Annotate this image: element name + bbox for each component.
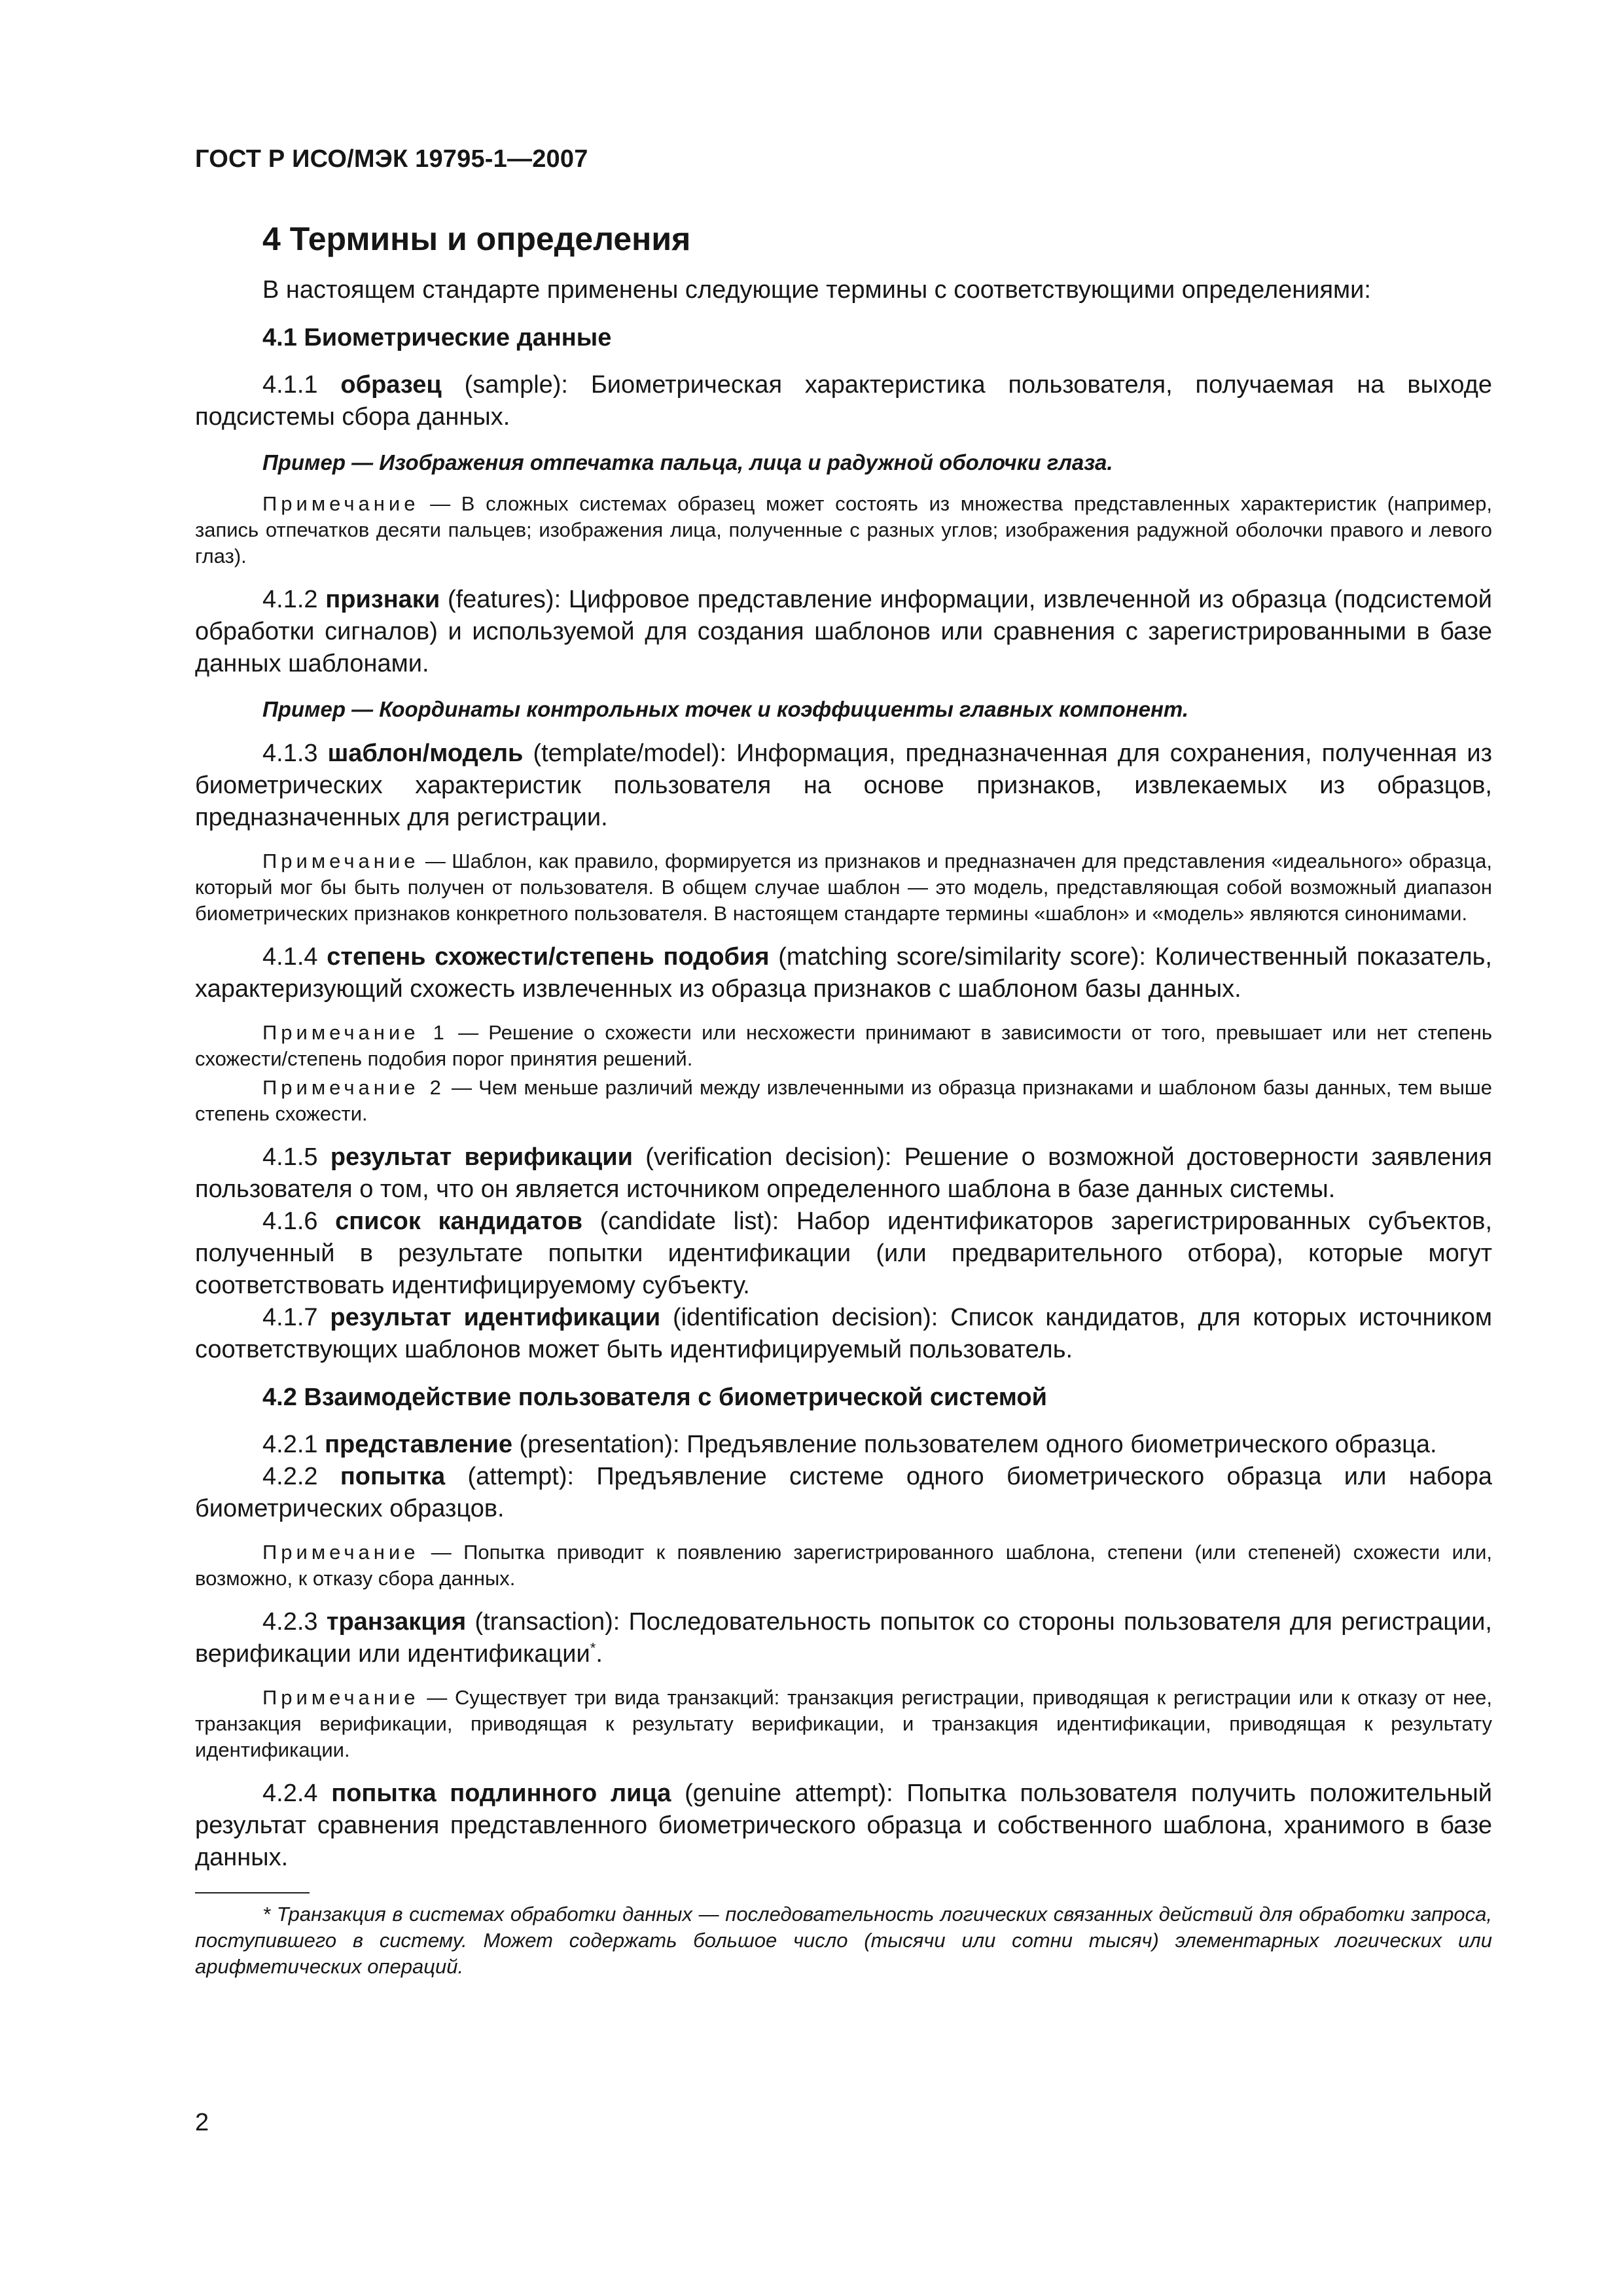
term-4-1-3 [195, 738, 1492, 834]
term-name: список кандидатов [335, 1208, 583, 1235]
term-number: 4.1.4 [262, 943, 327, 971]
standard-header: ГОСТ Р ИСО/МЭК 19795-1—2007 [195, 145, 588, 173]
note-4-1-3 [195, 848, 1492, 927]
note-4-1-1 [195, 491, 1492, 569]
footnote [195, 1901, 1492, 1980]
term-number: 4.1.6 [262, 1208, 336, 1235]
term-4-1-5 [195, 1141, 1492, 1206]
footnote-divider [195, 1892, 310, 1893]
example-1: Пример — Изображения отпечатка пальца, лица и радужной оболочки глаза. [262, 450, 1113, 475]
note-label: Примечание 2 [262, 1076, 445, 1099]
term-definition: (presentation): Предъявление пользователем одного биометрического образца. [512, 1431, 1437, 1458]
term-definition: (sample): Биометрическая характеристика пользователя, получаемая на выходе подсистемы сбора данных. [195, 371, 1493, 431]
note-4-2-3 [195, 1685, 1492, 1763]
page-number: 2 [195, 2109, 209, 2136]
term-number: 4.1.7 [262, 1304, 330, 1331]
term-number: 4.1.5 [262, 1143, 330, 1171]
term-4-1-7 [195, 1302, 1492, 1366]
section-heading: 4 Термины и определения [262, 221, 691, 257]
term-number: 4.2.2 [262, 1463, 340, 1490]
note-text: — Решение о схожести или несхожести принимают в зависимости от того, превышает или нет степень схожести/степень подобия порог принятия решений. [195, 1021, 1492, 1070]
term-4-1-4 [195, 941, 1492, 1005]
note-text: — Чем меньше различий между извлеченными из образца признаками и шаблоном базы данных, тем выше степень схожести. [195, 1076, 1492, 1125]
term-4-2-3 [195, 1606, 1492, 1670]
term-name: попытка [340, 1463, 446, 1490]
term-name: результат верификации [330, 1143, 633, 1171]
term-number: 4.1.1 [262, 371, 341, 399]
term-name: попытка подлинного лица [331, 1780, 671, 1807]
term-end-punctuation: . [596, 1640, 603, 1668]
note-label: Примечание [262, 492, 419, 515]
term-4-2-1 [195, 1429, 1492, 1461]
note-text: — В сложных системах образец может состоять из множества представленных характеристик (например, запись отпечатков десяти пальцев; изображения лица, полученные с разных углов; изображения радужной оболочки правого и левого глаз). [195, 492, 1492, 567]
term-name: шаблон/модель [327, 740, 524, 767]
note-text: — Шаблон, как правило, формируется из признаков и предназначен для представления «идеального» образца, который мог бы быть получен от пользователя. В общем случае шаблон — это модель, представляющая собой возможный диапазон биометрических признаков конкретного пользователя. В настоящем стандарте термины «шаблон» и «модель» являются синонимами. [195, 850, 1492, 925]
term-4-2-2 [195, 1461, 1492, 1525]
term-definition: (attempt): Предъявление системе одного биометрического образца или набора биометрических образцов. [195, 1463, 1493, 1522]
term-4-1-6 [195, 1206, 1492, 1302]
note-label: Примечание [262, 850, 419, 872]
note-label: Примечание 1 [262, 1021, 448, 1044]
term-number: 4.2.1 [262, 1431, 325, 1458]
subsection-heading-4-1: 4.1 Биометрические данные [262, 324, 612, 351]
note-text: — Существует три вида транзакций: транзакция регистрации, приводящая к регистрации или к отказу от нее, транзакция верификации, приводящая к результату верификации, и транзакция идентификации, приводящая к результату идентификации. [195, 1686, 1492, 1761]
term-definition: (candidate list): Набор идентификаторов зарегистрированных субъектов, полученный в результате попытки идентификации (или предварительного отбора), которые могут соответствовать идентифицируемому субъекту. [195, 1208, 1493, 1299]
term-name: образец [340, 371, 442, 399]
term-definition: (genuine attempt): Попытка пользователя получить положительный результат сравнения представленного биометрического образца и собственного шаблона, хранимого в базе данных. [195, 1780, 1493, 1871]
term-number: 4.2.3 [262, 1608, 327, 1636]
page-content [195, 216, 1492, 1980]
term-name: результат идентификации [330, 1304, 661, 1331]
term-number: 4.1.2 [262, 586, 326, 613]
term-number: 4.2.4 [262, 1780, 332, 1807]
term-4-1-1 [195, 369, 1492, 433]
note-4-1-4-1 [195, 1020, 1492, 1072]
note-text: — Попытка приводит к появлению зарегистрированного шаблона, степени (или степеней) схожести или, возможно, к отказу сбора данных. [195, 1541, 1492, 1590]
footnote-text: Транзакция в системах обработки данных — последовательность логических связанных действий для обработки запроса, поступившего в систему. Может содержать большое число (тысячи или сотни тысяч) элементарных логических или арифметических операций. [195, 1903, 1492, 1978]
footnote-mark: * [262, 1903, 271, 1926]
term-name: степень схожести/степень подобия [327, 943, 770, 971]
term-name: признаки [325, 586, 440, 613]
subsection-heading-4-2: 4.2 Взаимодействие пользователя с биометрической системой [262, 1384, 1047, 1411]
section-intro: В настоящем стандарте применены следующие термины с соответствующими определениями: [262, 276, 1371, 304]
example-2: Пример — Координаты контрольных точек и коэффициенты главных компонент. [262, 697, 1189, 721]
term-definition: (identification decision): Список кандидатов, для которых источником соответствующих шаблонов может быть идентифицируемый пользователь. [195, 1304, 1493, 1363]
note-4-1-4-2 [195, 1075, 1492, 1127]
term-definition: (matching score/similarity score): Количественный показатель, характеризующий схожесть извлеченных из образца признаков с шаблоном базы данных. [195, 943, 1492, 1003]
note-label: Примечание [262, 1686, 419, 1709]
term-name: представление [325, 1431, 512, 1458]
term-definition: (transaction): Последовательность попыток со стороны пользователя для регистрации, верификации или идентификации [195, 1608, 1492, 1668]
term-name: транзакция [326, 1608, 467, 1636]
note-label: Примечание [262, 1541, 419, 1564]
term-definition: (features): Цифровое представление информации, извлеченной из образца (подсистемой обработки сигналов) и используемой для создания шаблонов или сравнения с зарегистрированными в базе данных шаблонами. [195, 586, 1493, 677]
term-4-2-4 [195, 1778, 1492, 1874]
term-number: 4.1.3 [262, 740, 328, 767]
footnote-marker[interactable]: * [590, 1640, 596, 1657]
term-4-1-2 [195, 584, 1492, 680]
term-definition: (verification decision): Решение о возможной достоверности заявления пользователя о том, что он является источником определенного шаблона в базе данных системы. [195, 1143, 1493, 1203]
term-definition: (template/model): Информация, предназначенная для сохранения, полученная из биометрических характеристик пользователя на основе признаков, извлекаемых из образцов, предназначенных для регистрации. [195, 740, 1492, 831]
note-4-2-2 [195, 1539, 1492, 1592]
